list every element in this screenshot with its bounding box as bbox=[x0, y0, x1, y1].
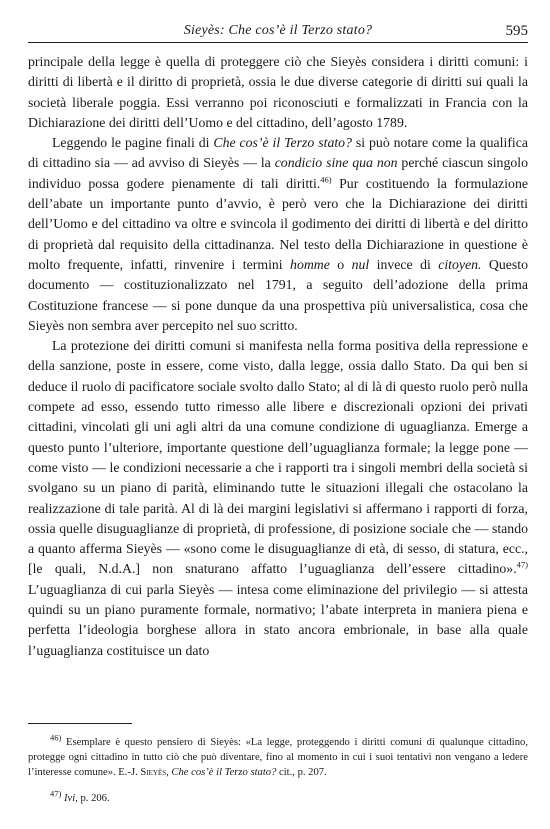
term-citoyen: citoyen. bbox=[438, 256, 482, 272]
footnote-rule bbox=[28, 723, 132, 724]
paragraph-3 bbox=[28, 336, 528, 661]
book-title: Che cos’è il Terzo stato? bbox=[171, 767, 277, 779]
running-title: Sieyès: Che cos’è il Terzo stato? bbox=[183, 23, 373, 38]
footnote-marker: 47) bbox=[50, 788, 62, 799]
author-name: Sieyès bbox=[140, 767, 167, 779]
footnotes bbox=[28, 732, 528, 806]
text-run: Questo documento — costituzionalizzato nel 1791, a seguito dell’adozione della prima Costituzione francese — si pone dunque da una prospettiva più universalistica, cosa che Sieyès non sembra aver percepito nel suo scritto. bbox=[28, 256, 529, 333]
text-run: , bbox=[166, 767, 172, 779]
text-run: invece di bbox=[369, 256, 439, 272]
text-run: o bbox=[329, 256, 352, 272]
footnote-47 bbox=[28, 788, 528, 806]
paragraph-1-text: principale della legge è quella di proteggere ciò che Sieyès considera i diritti comuni: i diritti di libertà e il diritto di proprietà, ossia le due diverse categorie di diritti sui quali la società liberale poggia. Essi verranno poi riconosciuti e formalizzati in Francia con la Dichiarazione dei diritti dell’Uomo e del cittadino, dell’agosto 1789. bbox=[28, 54, 528, 130]
text-run: , p. 206. bbox=[75, 792, 110, 804]
running-header bbox=[28, 22, 528, 44]
footnote-46 bbox=[28, 732, 528, 781]
main-text bbox=[28, 52, 528, 661]
footnote-ref-46: 46) bbox=[320, 174, 332, 185]
text-run: Leggendo le pagine finali di bbox=[52, 135, 214, 151]
latin-phrase: condicio sine qua non bbox=[274, 155, 398, 171]
term-homme: homme bbox=[290, 256, 330, 272]
text-run: L’uguaglianza di cui parla Sieyès — intesa come eliminazione del privilegio — si attesta quindi su un piano puramente formale, normativo; l’abate interpreta in maniera piena e perfetta l’ideologia borghese allora in stato ancora embrionale, in base alla quale l’uguaglianza costituisce un dato bbox=[28, 581, 528, 658]
footnote-marker: 46) bbox=[50, 732, 62, 743]
term-nul: nul bbox=[351, 256, 370, 272]
text-run: cit., p. 207. bbox=[276, 767, 327, 779]
text-run: perché ciascun singolo individuo possa godere pienamente di tali diritti. bbox=[28, 155, 528, 191]
paragraph-1 bbox=[28, 52, 528, 133]
footnote-ref-47: 47) bbox=[516, 559, 528, 570]
text-run: La protezione dei diritti comuni si manifesta nella forma positiva della repressione e della sanzione, poste in essere, come visto, dalla legge, ossia dallo Stato. Da qui ben si deduce il ruolo di pacificatore sociale svolto dallo Stato; al di là di questo ruolo però nulla compete ad esso, essendo tutto rimesso alle libere e discrezionali opzioni dei privati cittadini, vincolati gli uni agli altri da una comune condizione di uguaglianza. Emerge a questo punto l’ulteriore, importante questione dell’uguaglianza formale; la legge pone — come visto — le condizioni necessarie a che i rapporti tra i singoli membri della società si svolgano su un piano di parità, eliminando tutte le situazioni illegali che ostacolano la realizzazione di tale parità. Al di là dei margini legislativi si affermano i rapporti di forza, ossia quelle disuguaglianze di proprietà, di professione, di posizione sociale che — stando a quanto afferma Sieyès — «sono come le disuguaglianze di età, di sesso, di statura, ecc., [le quali, N.d.A.] non snaturano affatto l’uguaglianza dell’essere cittadino». bbox=[28, 338, 528, 577]
ivi-abbrev: Ivi bbox=[64, 792, 76, 804]
book-title: Che cos’è il Terzo stato? bbox=[213, 135, 352, 151]
text-run: Esemplare è questo pensiero di Sieyès: «La legge, proteggendo i diritti comuni di qualunque cittadino, protegge ogni cittadino in tutto ciò che può diventare, fino al momento in cui i suoi tentativi non vengano a ledere l’interesse comune». E.-J. bbox=[28, 737, 528, 779]
page-number: 595 bbox=[505, 23, 528, 39]
paragraph-2 bbox=[28, 133, 528, 336]
text-run: Pur costituendo la formulazione dell’abate un importante punto d’avvio, è però vero che la Dichiarazione dei diritti dell’Uomo e del cittadino va oltre e svincola il godimento dei diritti di libertà e del diritto di proprietà dal requisito della cittadinanza. Nel testo della Dichiarazione in questione è molto frequente, infatti, rinvenire i termini bbox=[28, 175, 528, 272]
text-run: si può notare come la qualifica di cittadino sia — ad avviso di Sieyès — la bbox=[28, 135, 528, 171]
header-rule bbox=[28, 42, 528, 43]
